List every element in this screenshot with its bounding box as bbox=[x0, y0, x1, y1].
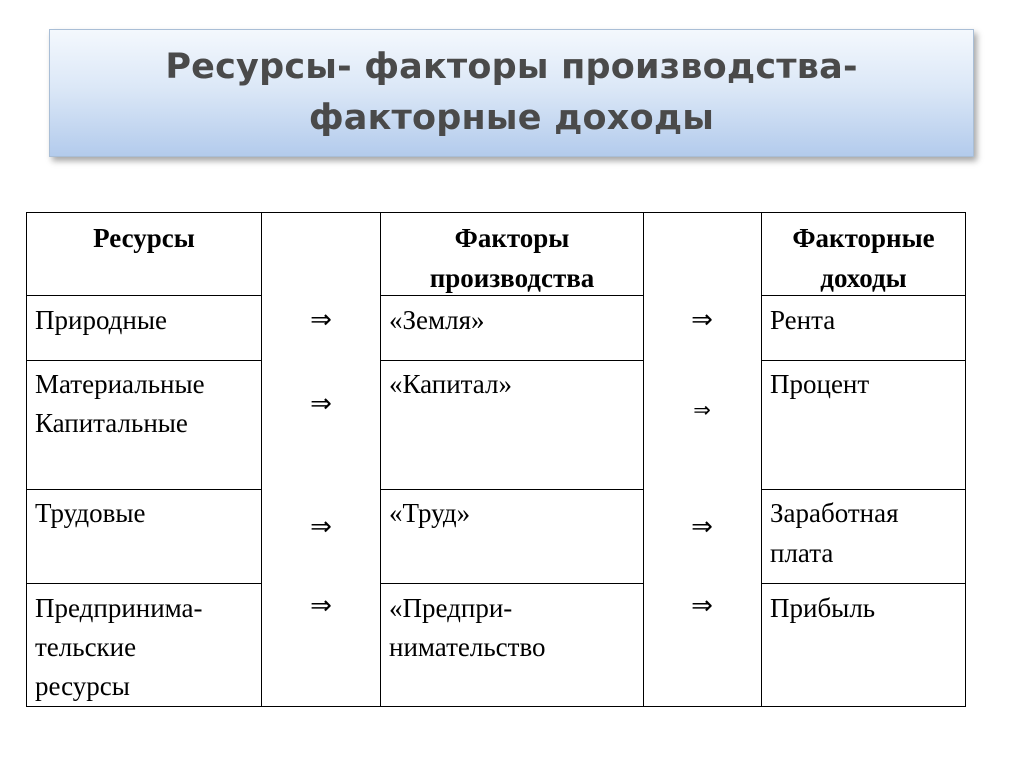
arrow-right-icon: ⇒ bbox=[691, 512, 713, 542]
table-border-bottom bbox=[26, 706, 966, 707]
row-line-4-col-1 bbox=[26, 583, 262, 584]
resource-natural: Природные bbox=[35, 305, 167, 335]
factor-entrepreneurship-line-1: «Предпри- bbox=[389, 593, 513, 623]
income-wages-line-1: Заработная bbox=[770, 498, 899, 528]
income-rent: Рента bbox=[770, 305, 836, 335]
income-wages-line-2: плата bbox=[770, 538, 834, 568]
header-resources: Ресурсы bbox=[93, 223, 195, 253]
col-divider-1 bbox=[261, 212, 262, 707]
slide-title-line-2: факторные доходы bbox=[308, 98, 715, 138]
resource-entrepreneurial-line-2: тельские bbox=[35, 632, 137, 662]
arrow-right-icon: ⇒ bbox=[310, 591, 332, 621]
table-border-left bbox=[26, 212, 27, 707]
arrow-right-icon: ⇒ bbox=[310, 512, 332, 542]
slide-title-line-1: Ресурсы- факторы производства- bbox=[165, 47, 858, 87]
header-factors-line-1: Факторы bbox=[454, 223, 570, 253]
row-line-3-col-3 bbox=[380, 489, 644, 490]
factor-labor: «Труд» bbox=[389, 498, 471, 528]
row-line-4-col-3 bbox=[380, 583, 644, 584]
arrow-right-icon: ⇒ bbox=[691, 305, 713, 335]
row-line-3-col-5 bbox=[761, 489, 966, 490]
row-line-1-col-1 bbox=[26, 295, 262, 296]
income-interest: Процент bbox=[770, 369, 870, 399]
income-profit: Прибыль bbox=[770, 593, 876, 623]
resource-material-line-2: Капитальные bbox=[35, 408, 188, 438]
arrow-right-icon: ⇒ bbox=[310, 305, 332, 335]
table-border-top bbox=[26, 212, 966, 213]
resource-entrepreneurial-line-1: Предпринима- bbox=[35, 593, 203, 623]
factor-entrepreneurship-line-2: нимательство bbox=[389, 632, 546, 662]
row-line-4-col-5 bbox=[761, 583, 966, 584]
header-incomes-line-1: Факторные bbox=[792, 223, 935, 253]
row-line-2-col-3 bbox=[380, 360, 644, 361]
row-line-2-col-1 bbox=[26, 360, 262, 361]
arrow-right-icon: ⇒ bbox=[693, 398, 711, 422]
arrow-right-icon: ⇒ bbox=[310, 389, 332, 419]
row-line-3-col-1 bbox=[26, 489, 262, 490]
resource-labor: Трудовые bbox=[35, 498, 146, 528]
row-line-2-col-5 bbox=[761, 360, 966, 361]
header-factors-line-2: производства bbox=[429, 263, 595, 293]
factor-capital: «Капитал» bbox=[389, 369, 513, 399]
factor-land: «Земля» bbox=[389, 305, 485, 335]
arrow-right-icon: ⇒ bbox=[691, 591, 713, 621]
resource-material-line-1: Материальные bbox=[35, 369, 205, 399]
header-incomes-line-2: доходы bbox=[820, 263, 907, 293]
resource-entrepreneurial-line-3: ресурсы bbox=[35, 671, 130, 701]
